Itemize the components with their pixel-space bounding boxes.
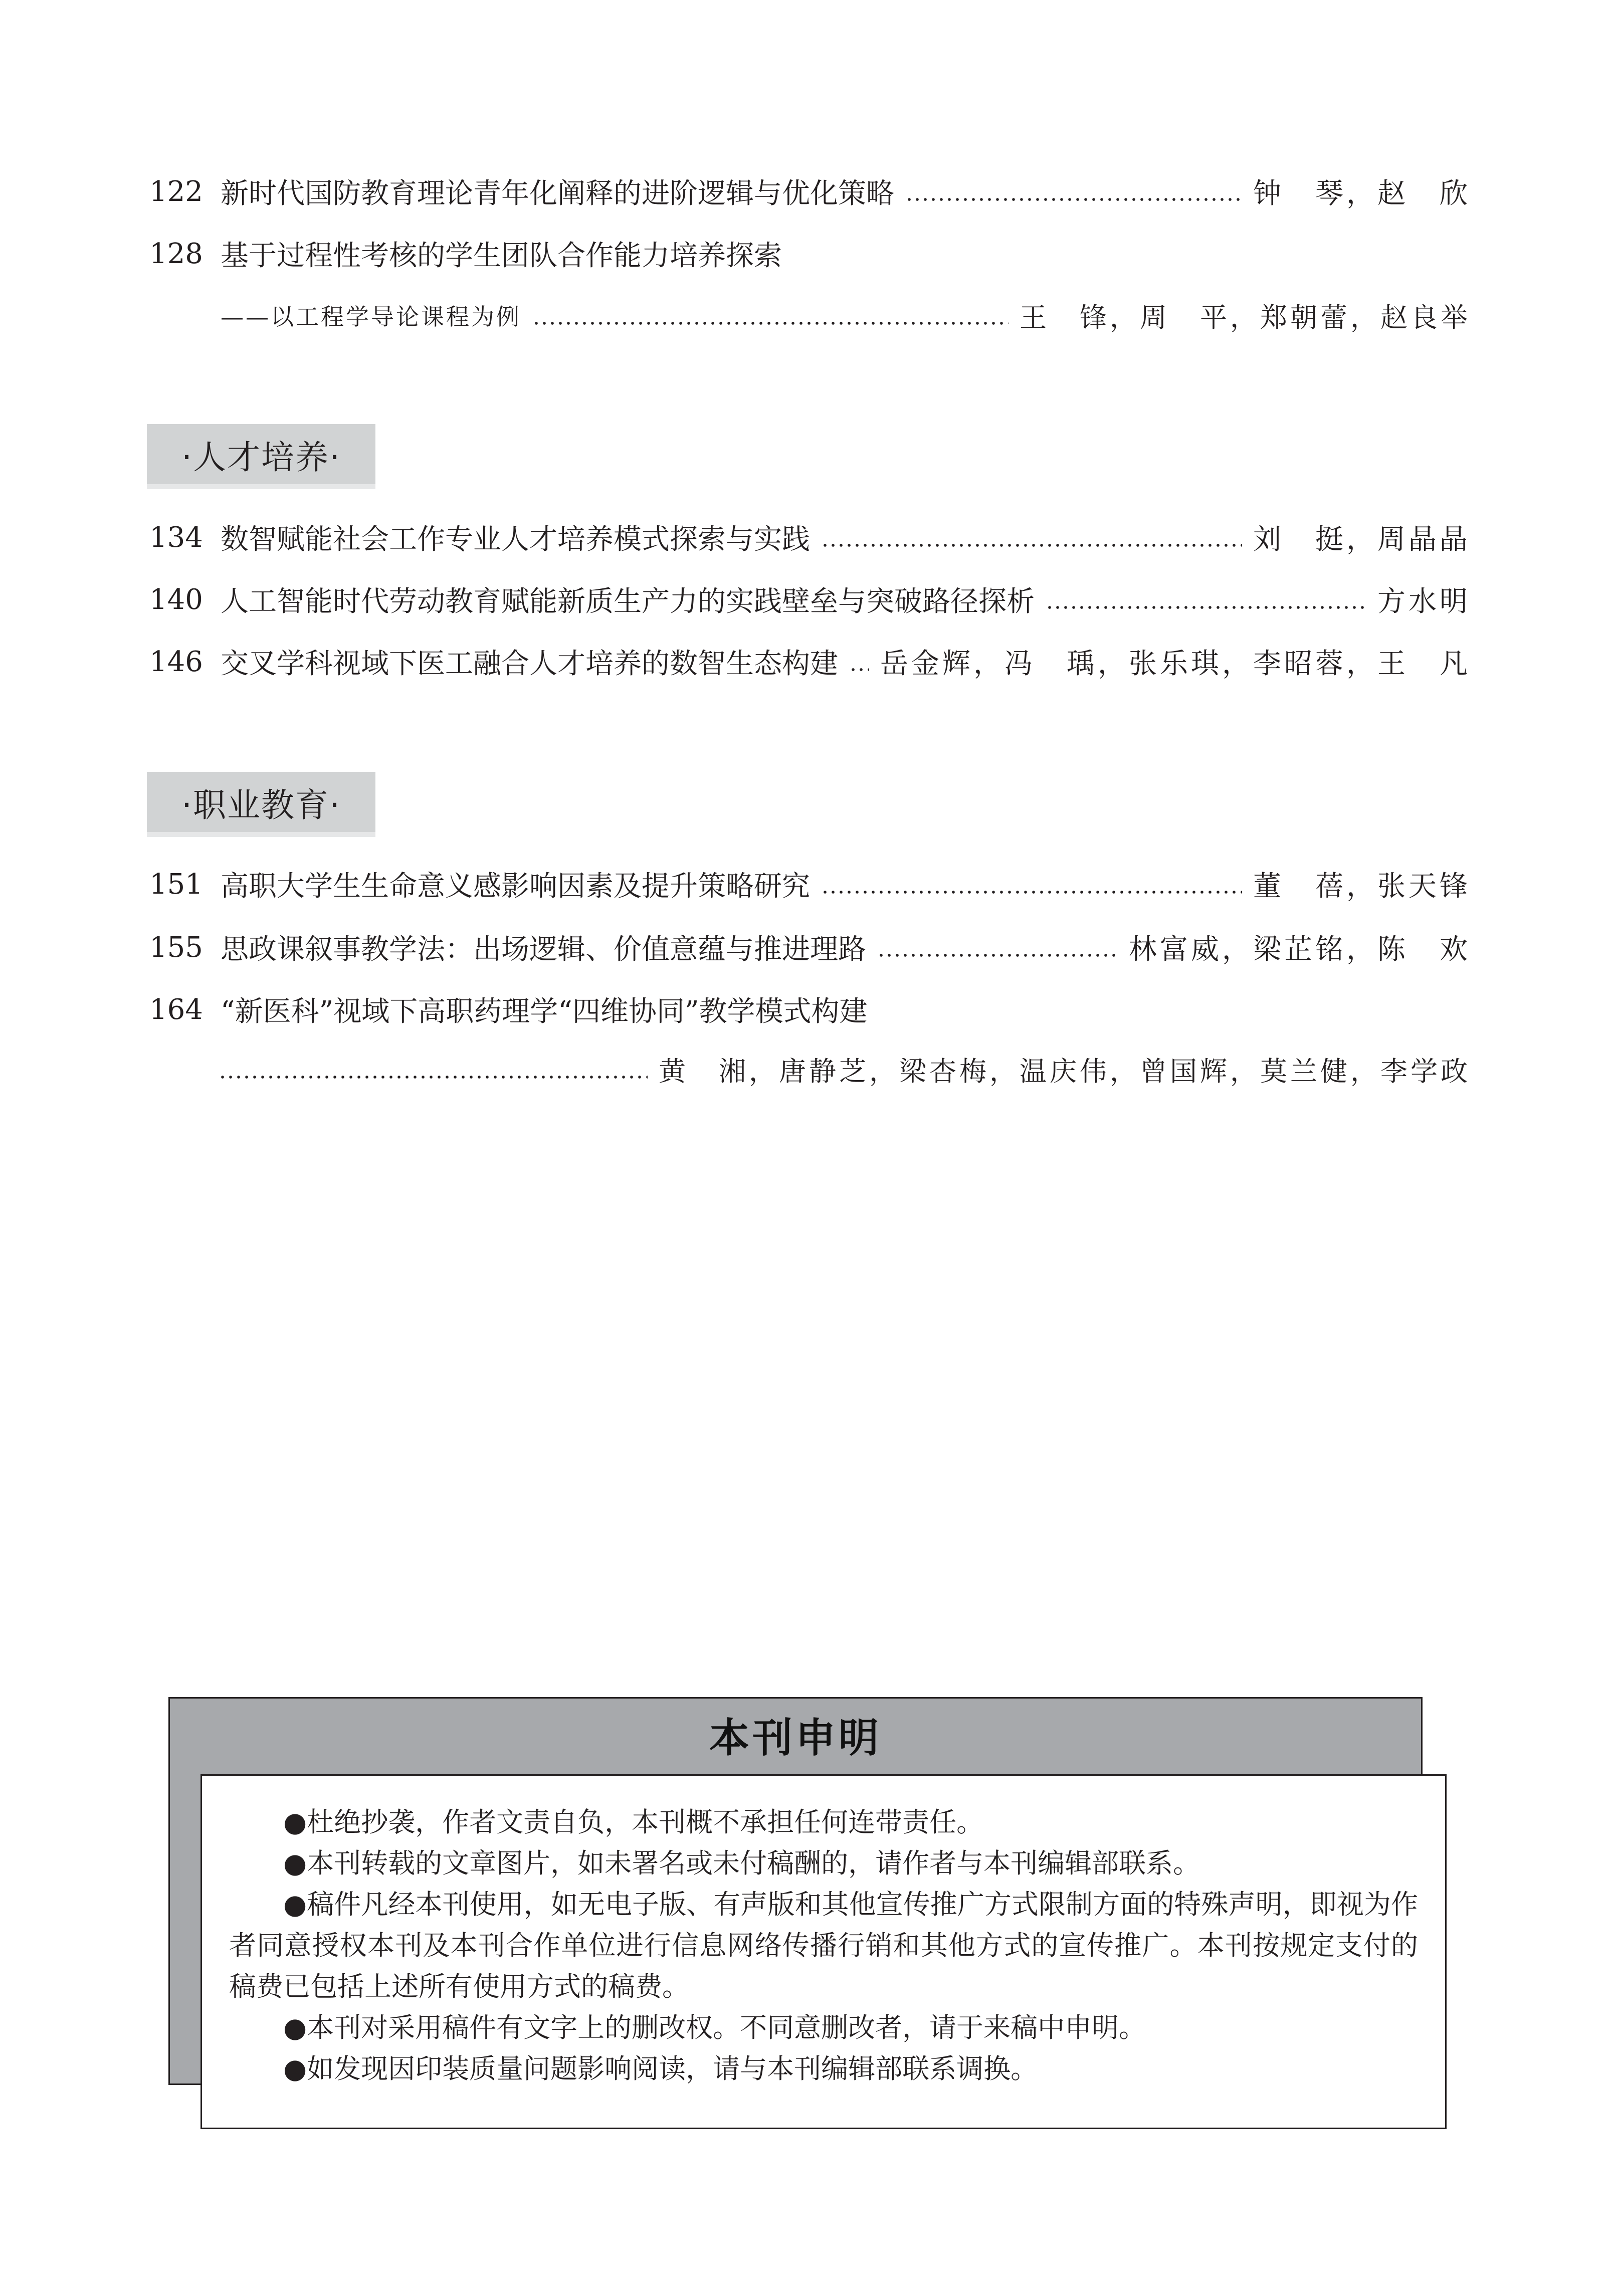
article-title: 高职大学生生命意义感影响因素及提升策略研究 xyxy=(221,870,810,903)
leader-dots xyxy=(905,177,1242,205)
notice-item: ●如发现因印装质量问题影响阅读，请与本刊编辑部联系调换。 xyxy=(283,2053,1038,2084)
article-title: 思政课叙事教学法：出场逻辑、价值意蕴与推进理路 xyxy=(221,933,866,966)
notice-item: ●稿件凡经本刊使用，如无电子版、有声版和其他宣传推广方式限制方面的特殊声明，即视为作者同意授权本刊及本刊合作单位进行信息网络传播行销和其他方式的宣传推广。本刊按规定支付的稿费已包括上述所有使用方式的稿费。 xyxy=(229,1889,1418,2002)
article-authors: 方水明 xyxy=(1377,585,1471,618)
article-title: 数智赋能社会工作专业人才培养模式探索与实践 xyxy=(221,523,810,556)
article-title: 人工智能时代劳动教育赋能新质生产力的实践壁垒与突破路径探析 xyxy=(221,585,1035,618)
notice-title: 本刊申明 xyxy=(709,1714,882,1761)
section-heading-talent-training: ·人才培养· xyxy=(147,424,375,489)
article-authors: 岳金辉，冯 瑀，张乐琪，李昭蓉，王 凡 xyxy=(880,648,1471,680)
article-authors: 钟 琴，赵 欣 xyxy=(1253,177,1471,210)
page-number: 134 xyxy=(149,521,203,554)
leader-dots xyxy=(1046,585,1366,613)
article-authors: 黄 湘，唐静芝，梁杏梅，温庆伟，曾国辉，莫兰健，李学政 xyxy=(659,1055,1471,1087)
toc-entry-continuation[interactable] xyxy=(219,1047,1471,1092)
toc-entry[interactable] xyxy=(149,860,1471,908)
toc-entry[interactable] xyxy=(149,230,1471,278)
leader-dots xyxy=(821,870,1242,898)
article-authors: 林富威，梁芷铭，陈 欢 xyxy=(1129,933,1471,966)
page-number: 151 xyxy=(149,868,203,901)
article-title: “新医科”视域下高职药理学“四维协同”教学模式构建 xyxy=(221,995,868,1028)
toc-entry[interactable] xyxy=(149,513,1471,561)
leader-dots xyxy=(219,1055,648,1083)
notice-box xyxy=(200,1774,1447,2129)
page-number: 155 xyxy=(149,931,203,964)
leader-dots xyxy=(849,648,869,676)
page-number: 128 xyxy=(149,237,203,270)
toc-entry[interactable] xyxy=(149,923,1471,971)
notice-item: ●本刊对采用稿件有文字上的删改权。不同意删改者，请于来稿中申明。 xyxy=(283,2012,1146,2043)
article-authors: 董 蓓，张天锋 xyxy=(1253,870,1471,903)
notice-item: ●本刊转载的文章图片，如未署名或未付稿酬的，请作者与本刊编辑部联系。 xyxy=(283,1847,1200,1879)
page-number: 122 xyxy=(149,175,203,208)
toc-entry[interactable] xyxy=(149,985,1471,1033)
page-number: 164 xyxy=(149,993,203,1026)
article-title: 新时代国防教育理论青年化阐释的进阶逻辑与优化策略 xyxy=(221,177,894,210)
toc-entry[interactable] xyxy=(149,638,1471,686)
notice-item: ●杜绝抄袭，作者文责自负，本刊概不承担任何连带责任。 xyxy=(283,1806,984,1838)
section-heading-vocational-education: ·职业教育· xyxy=(147,772,375,837)
leader-dots xyxy=(877,933,1118,961)
toc-entry[interactable] xyxy=(149,167,1471,216)
toc-entry-subtitle[interactable] xyxy=(221,293,1471,338)
leader-dots xyxy=(532,301,1008,329)
toc-entry[interactable] xyxy=(149,575,1471,623)
page-number: 140 xyxy=(149,583,203,616)
page-number: 146 xyxy=(149,645,203,678)
article-authors: 刘 挺，周晶晶 xyxy=(1253,523,1471,556)
article-title: 基于过程性考核的学生团队合作能力培养探索 xyxy=(221,240,782,272)
article-authors: 王 锋，周 平，郑朝蕾，赵良举 xyxy=(1020,301,1471,333)
leader-dots xyxy=(821,523,1242,551)
article-title: 交叉学科视域下医工融合人才培养的数智生态构建 xyxy=(221,648,838,680)
article-subtitle: ——以工程学导论课程为例 xyxy=(221,303,521,330)
